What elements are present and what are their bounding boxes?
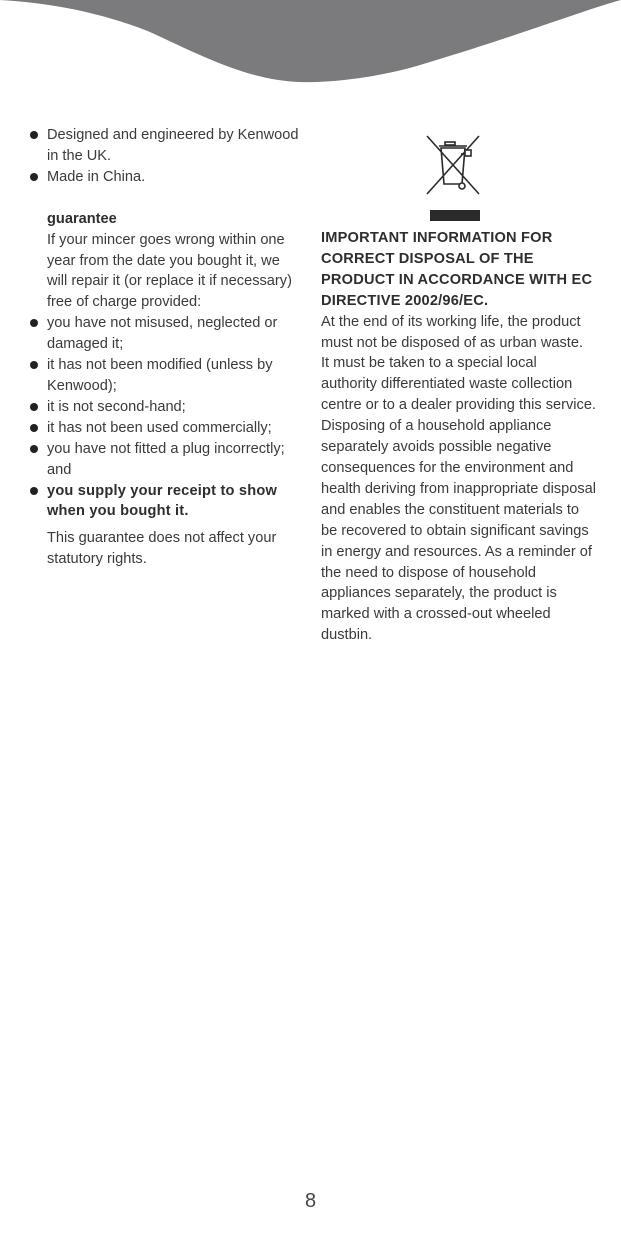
disposal-paragraph: At the end of its working life, the product must not be disposed of as urban waste. (321, 313, 584, 351)
disposal-heading: IMPORTANT INFORMATION FOR CORRECT DISPOSAL OF THE PRODUCT IN ACCORDANCE WITH EC DIRECTIVE 2002/96/EC. (321, 230, 593, 309)
bullet-icon (30, 445, 38, 453)
list-item (30, 313, 302, 355)
disposal-paragraph: It must be taken to a special local authority differentiated waste collection centre or to a dealer providing this service. (321, 355, 596, 414)
guarantee-heading: guarantee (47, 210, 117, 227)
left-column (30, 125, 302, 570)
condition-text: you have not misused, neglected or damaged it; (47, 315, 278, 353)
condition-text: it has not been modified (unless by Kenwood); (47, 357, 273, 394)
bullet-icon (30, 361, 38, 369)
bullet-icon (30, 131, 38, 139)
list-item (30, 125, 302, 167)
receipt-condition-text: you supply your receipt to show when you bought it. (47, 482, 278, 520)
origin-design-text: Designed and engineered by Kenwood in the UK. (47, 127, 299, 164)
list-item (30, 439, 302, 481)
bullet-icon (30, 173, 38, 181)
header-wave-banner (0, 0, 621, 90)
list-item (30, 418, 302, 439)
page-number: 8 (304, 1190, 317, 1212)
statutory-note: This guarantee does not affect your statutory rights. (47, 530, 277, 568)
condition-text: you have not fitted a plug incorrectly; and (47, 440, 285, 478)
list-item (30, 397, 302, 418)
condition-text: it is not second-hand; (47, 398, 186, 415)
guarantee-intro: If your mincer goes wrong within one year from the date you bought it, we will repair it (or replace it if necessary) free of charge provided: (47, 231, 292, 311)
bullet-icon (30, 424, 38, 432)
bullet-icon (30, 487, 38, 495)
condition-text: it has not been used commercially; (47, 419, 272, 436)
list-item (30, 167, 302, 188)
bin-underline-bar (430, 210, 480, 221)
list-item (30, 481, 302, 523)
list-item (30, 355, 302, 397)
bullet-icon (30, 403, 38, 411)
origin-made-text: Made in China. (47, 168, 146, 185)
bullet-icon (30, 319, 38, 327)
right-column (321, 132, 596, 646)
disposal-paragraph: Disposing of a household appliance separately avoids possible negative consequences for the environment and health deriving from inappropriate disposal and enables the constituent materials to be recovered to obtain significant savings in energy and resources. As a reminder of the need to dispose of household appliances separately, the product is marked with a crossed-out wheeled dustbin. (321, 418, 597, 644)
crossed-out-wheelie-bin-icon (421, 132, 485, 198)
weee-symbol (321, 132, 596, 222)
